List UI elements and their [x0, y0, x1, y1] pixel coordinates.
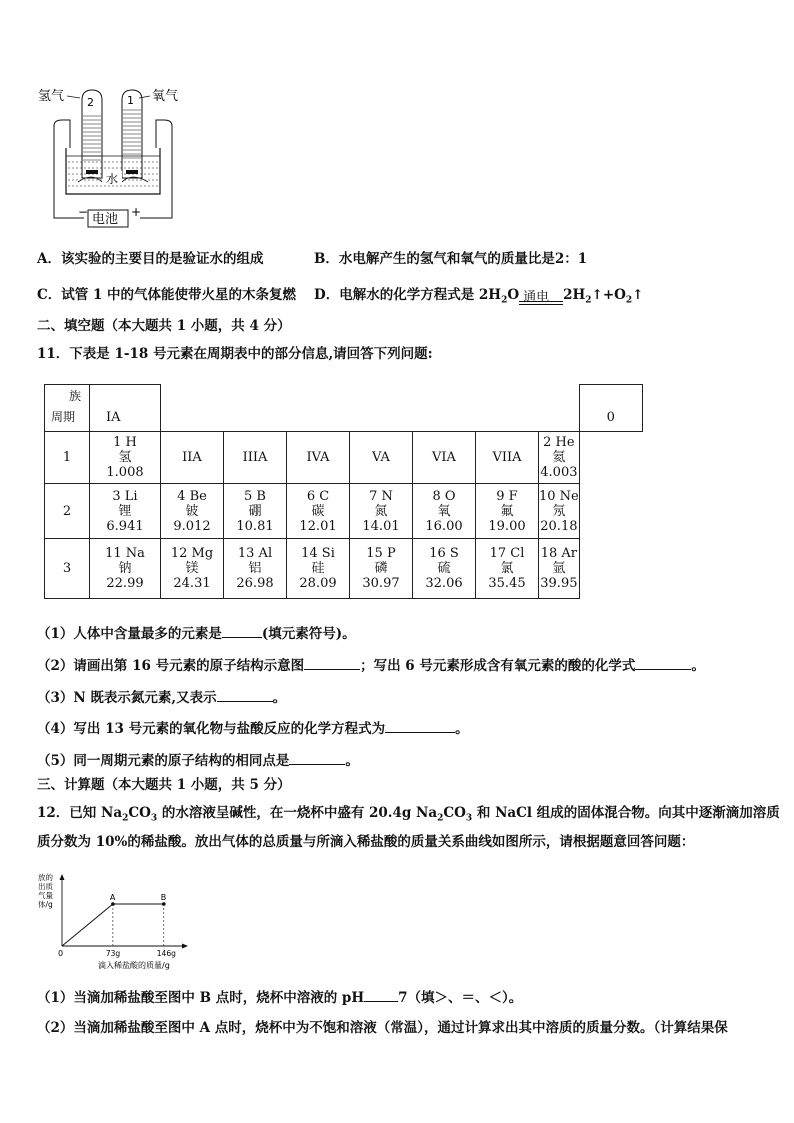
answer-blank[interactable]: [385, 718, 455, 733]
battery-minus: −: [78, 205, 89, 219]
element-cell: 9 F 氟 19.00: [476, 484, 539, 539]
group-va-header: VA: [350, 432, 413, 484]
x-tick-label: 73g: [105, 949, 121, 958]
x-axis-arrow: [182, 944, 188, 949]
answer-blank[interactable]: [364, 987, 398, 1002]
element-cell: 2 He 氦 4.003: [539, 432, 580, 484]
element-cell: 4 Be 铍 9.012: [161, 484, 224, 539]
option-b: B．水电解产生的氢气和氧气的质量比是2：1: [314, 251, 588, 267]
table-header-corner: 族 周期: [45, 385, 90, 432]
oxygen-pointer: [139, 96, 150, 98]
section3-heading: 三、计算题（本大题共 1 小题，共 5 分）: [37, 777, 291, 793]
q12-part2: （2）当滴加稀盐酸至图中 A 点时，烧杯中为不饱和溶液（常温），通过计算求出其中溶质的质量分数。（计算结果保: [37, 1020, 728, 1036]
y-axis-label: [38, 872, 53, 909]
element-cell: 13 Al 铝 26.98: [224, 539, 287, 599]
group-iiia-header: IIIA: [224, 432, 287, 484]
battery-plus: +: [131, 205, 142, 219]
reaction-condition: 通电: [519, 301, 563, 310]
empty-header: [161, 385, 580, 432]
q12-part1: （1）当滴加稀盐酸至图中 B 点时，烧杯中溶液的 pH 7（填＞、＝、＜）。: [37, 987, 522, 1007]
q11-part2: （2）请画出第 16 号元素的原子结构示意图 ；写出 6 号元素形成含有氧元素的酸的化学式 。: [37, 655, 705, 675]
period-3: 3: [45, 539, 90, 599]
element-cell: 15 P 磷 30.97: [350, 539, 413, 599]
answer-blank[interactable]: [222, 623, 262, 638]
point-label: A: [109, 893, 116, 902]
answer-blank[interactable]: [304, 655, 360, 670]
periodic-table: [44, 384, 643, 599]
element-cell: 16 S 硫 32.06: [413, 539, 476, 599]
option-a: A．该实验的主要目的是验证水的组成: [37, 251, 264, 267]
q11-part4: （4）写出 13 号元素的氧化物与盐酸反应的化学方程式为 。: [37, 718, 469, 738]
element-cell: 11 Na 钠 22.99: [90, 539, 161, 599]
q12-stem-line1: 12．已知 $Na_2CO_3$ 的水溶液呈碱性，在一烧杯中盛有 20.4g $Na_2CO_3$ 和 NaCl 组成的固体混合物。向其中逐渐滴加溶质: [37, 805, 780, 824]
q11-part1: （1）人体中含量最多的元素是 (填元素符号)。: [37, 623, 356, 643]
period-1: 1: [45, 432, 90, 484]
answer-blank[interactable]: [289, 750, 345, 765]
group-iia-header: IIA: [161, 432, 224, 484]
battery-label: 电池: [92, 212, 119, 227]
element-cell: 8 O 氧 16.00: [413, 484, 476, 539]
y-axis-label-line: 放的: [38, 873, 53, 882]
x-tick-label: 146g: [156, 949, 176, 958]
y-axis-label-line: 气量: [38, 891, 53, 900]
element-cell: 14 Si 硅 28.09: [287, 539, 350, 599]
q11-part5: （5）同一周期元素的原子结构的相同点是 。: [37, 750, 359, 770]
element-cell: 10 Ne 氖 20.18: [539, 484, 580, 539]
point-label: B: [160, 893, 167, 902]
x-axis-label: 滴入稀盐酸的质量/g: [98, 961, 170, 970]
gas-mass-chart: [36, 870, 196, 980]
element-cell: 12 Mg 镁 24.31: [161, 539, 224, 599]
answer-blank[interactable]: [635, 655, 691, 670]
q11-part3: （3）N 既表示氮元素,又表示 。: [37, 687, 286, 707]
water-label: 水: [106, 172, 119, 186]
group-ia-header: IA: [90, 385, 161, 432]
electrode-left: [86, 170, 98, 174]
element-cell: 7 N 氮 14.01: [350, 484, 413, 539]
group-viia-header: VIIA: [476, 432, 539, 484]
hydrogen-pointer: [67, 96, 80, 98]
option-c: C．试管 1 中的气体能使带火星的木条复燃: [37, 287, 297, 303]
oxygen-label: 氧气: [152, 89, 179, 104]
hydrogen-label: 氢气: [38, 89, 65, 104]
origin-label: 0: [58, 949, 64, 958]
electrode-right: [126, 170, 138, 174]
element-cell: 6 C 碳 12.01: [287, 484, 350, 539]
y-axis-label-line: 出质: [38, 882, 53, 891]
group-iva-header: IVA: [287, 432, 350, 484]
section2-heading: 二、填空题（本大题共 1 小题，共 4 分）: [37, 318, 291, 334]
tube-right-number: 1: [127, 94, 134, 107]
element-cell: 17 Cl 氯 35.45: [476, 539, 539, 599]
tube-left-number: 2: [87, 96, 94, 109]
q11-stem: 11．下表是 1-18 号元素在周期表中的部分信息,请回答下列问题:: [37, 346, 433, 362]
option-d: D．电解水的化学方程式是 $2H_2O$ 通电 $2H_2↑+O_2↑$: [314, 286, 643, 310]
q12-stem-line2: 质分数为 10%的稀盐酸。放出气体的总质量与所滴入稀盐酸的质量关系曲线如图所示，请根据题意回答问题：: [37, 834, 695, 850]
element-cell: 18 Ar 氩 39.95: [539, 539, 580, 599]
element-cell: 3 Li 锂 6.941: [90, 484, 161, 539]
y-axis-label-line: 体/g: [38, 900, 53, 909]
electrolysis-apparatus-diagram: [36, 86, 206, 236]
period-2: 2: [45, 484, 90, 539]
element-cell: 1 H 氢 1.008: [90, 432, 161, 484]
y-axis-arrow: [60, 874, 65, 880]
group-zero-header: 0: [579, 385, 642, 432]
element-cell: 5 B 硼 10.81: [224, 484, 287, 539]
group-via-header: VIA: [413, 432, 476, 484]
answer-blank[interactable]: [217, 687, 273, 702]
